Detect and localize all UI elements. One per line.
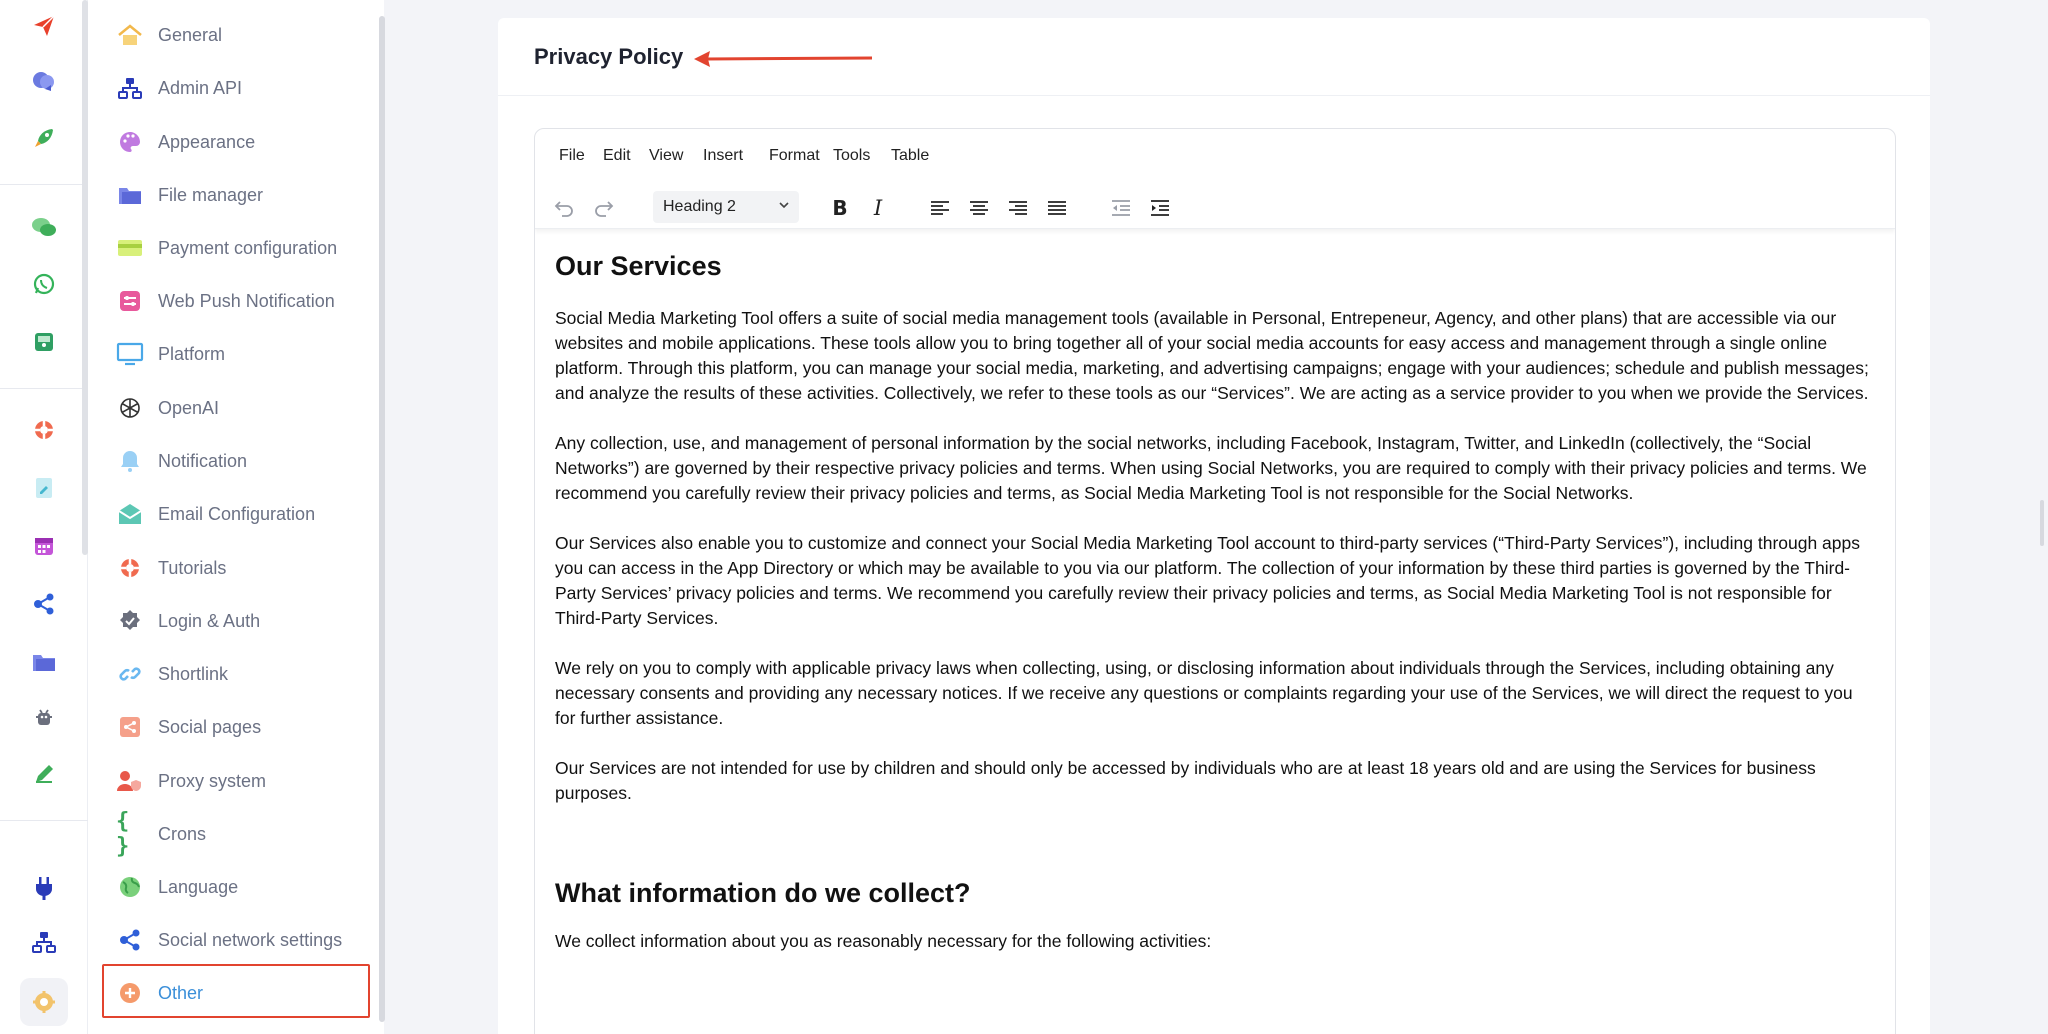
sidebar-item-file-manager[interactable] bbox=[102, 171, 452, 219]
whatsapp-icon[interactable] bbox=[24, 264, 64, 304]
credit-card-icon bbox=[116, 234, 144, 262]
content-paragraph: Social Media Marketing Tool offers a suite of social media management tools (available in Personal, Entrepeneur, Agency, and other plans) that are accessible via our websites and mobile applications. These tools allow you to bring together all of your social media accounts for easy access and management through a single online platform. Through this platform, you can manage your social media, marketing, and advertising campaigns; engage with your audiences; schedule and publish messages; and analyze the results of these activities. Collectively, we refer to these tools as our “Services”. We are acting as a service provider to you when we provide the Services. bbox=[555, 308, 1869, 403]
indent-icon[interactable] bbox=[1145, 193, 1175, 223]
sidebar-item-crons[interactable] bbox=[102, 810, 452, 858]
palette-icon bbox=[116, 128, 144, 156]
italic-icon[interactable]: I bbox=[873, 196, 883, 220]
sidebar-item-label: General bbox=[158, 24, 223, 45]
content-heading: Our Services bbox=[555, 251, 722, 281]
document-edit-icon[interactable] bbox=[24, 468, 64, 508]
inbox-icon[interactable] bbox=[24, 322, 64, 362]
monitor-icon bbox=[116, 340, 144, 368]
lifebuoy-icon bbox=[116, 554, 144, 582]
sidebar-item-label: Language bbox=[158, 876, 239, 897]
curly-braces-icon: { } bbox=[116, 809, 130, 859]
undo-icon[interactable] bbox=[549, 193, 579, 223]
sidebar-item-label: Crons bbox=[158, 823, 207, 844]
sidebar-item-label: Login & Auth bbox=[158, 610, 261, 631]
sidebar-item-notification[interactable] bbox=[102, 437, 452, 485]
align-center-icon[interactable] bbox=[964, 193, 994, 223]
globe-icon bbox=[116, 873, 144, 901]
chevron-down-icon bbox=[777, 198, 791, 217]
sidebar-item-label: Social network settings bbox=[158, 929, 343, 950]
sidebar-item-label: Other bbox=[158, 982, 204, 1003]
menu-insert[interactable]: Insert bbox=[703, 147, 744, 164]
sidebar-item-platform[interactable] bbox=[102, 330, 452, 378]
sidebar-item-label: Proxy system bbox=[158, 770, 267, 791]
sidebar-item-label: Notification bbox=[158, 450, 248, 471]
annotation-arrow-icon bbox=[692, 44, 874, 68]
sidebar-item-openai[interactable] bbox=[102, 384, 452, 432]
menu-view[interactable]: View bbox=[649, 147, 684, 164]
editor-toolbar bbox=[535, 185, 1895, 229]
editor-content[interactable] bbox=[555, 251, 1877, 979]
block-format-select[interactable] bbox=[653, 191, 799, 223]
sidebar-item-shortlink[interactable] bbox=[102, 650, 452, 698]
calendar-icon[interactable] bbox=[24, 526, 64, 566]
sidebar-item-proxy-system[interactable] bbox=[102, 757, 452, 805]
sidebar-item-admin-api[interactable] bbox=[102, 64, 452, 112]
bug-icon[interactable] bbox=[24, 698, 64, 738]
lifebuoy-icon[interactable] bbox=[24, 410, 64, 450]
content-paragraph: We collect information about you as reasonably necessary for the following activities: bbox=[555, 931, 1212, 951]
content-heading: What information do we collect? bbox=[555, 878, 971, 908]
sidebar-item-label: Tutorials bbox=[158, 557, 227, 578]
home-icon bbox=[116, 21, 144, 49]
sidebar-item-general[interactable] bbox=[102, 11, 452, 59]
align-justify-icon[interactable] bbox=[1042, 193, 1072, 223]
sidebar-item-label: Email Configuration bbox=[158, 503, 316, 524]
content-paragraph: Our Services also enable you to customize and connect your Social Media Marketing Tool account to third-party services (“Third-Party Services”), including through apps you can access in the App Directory or which may be available to you via our platform. The collection of your information by these third parties is governed by the Third-Party Services’ privacy policies and terms. We recommend you carefully review their privacy policies and terms, as Social Media Marketing Tool is not responsible for Third-Party Services. bbox=[555, 533, 1861, 628]
sidebar-item-label: Web Push Notification bbox=[158, 290, 335, 311]
sidebar-item-tutorials[interactable] bbox=[102, 544, 452, 592]
envelope-icon bbox=[116, 500, 144, 528]
gear-icon[interactable] bbox=[20, 978, 68, 1026]
sitemap-icon bbox=[116, 74, 144, 102]
align-right-icon[interactable] bbox=[1003, 193, 1033, 223]
menu-file[interactable]: File bbox=[559, 147, 585, 164]
page-title: Privacy Policy bbox=[534, 44, 684, 69]
rail-divider bbox=[0, 820, 88, 821]
menu-edit[interactable]: Edit bbox=[603, 147, 631, 164]
pencil-icon[interactable] bbox=[24, 754, 64, 794]
sliders-icon bbox=[116, 287, 144, 315]
brain-icon[interactable] bbox=[24, 62, 64, 102]
sidebar-item-social-network-settings[interactable] bbox=[102, 916, 452, 964]
editor-menubar bbox=[535, 129, 1895, 185]
share-square-icon bbox=[116, 713, 144, 741]
align-left-icon[interactable] bbox=[925, 193, 955, 223]
bold-icon[interactable]: B bbox=[832, 196, 848, 220]
page-scrollbar[interactable] bbox=[2040, 500, 2044, 546]
chat-icon[interactable] bbox=[24, 208, 64, 248]
block-format-value: Heading 2 bbox=[663, 198, 736, 215]
sidebar-item-label: Shortlink bbox=[158, 663, 229, 684]
content-paragraph: Any collection, use, and management of personal information by the social networks, including Facebook, Instagram, Twitter, and LinkedIn (collectively, the “Social Networks”) are governed by their respective privacy policies and terms. When using Social Networks, you are required to comply with their privacy policies and terms. We recommend you carefully review their privacy policies and terms, as Social Media Marketing Tool is not responsible for the Social Networks. bbox=[555, 433, 1867, 503]
user-shield-icon bbox=[116, 767, 144, 795]
sidebar-item-label: Payment configuration bbox=[158, 237, 338, 258]
outdent-icon[interactable] bbox=[1106, 193, 1136, 223]
rocket-icon[interactable] bbox=[24, 118, 64, 158]
folder-icon[interactable] bbox=[24, 642, 64, 682]
menu-tools[interactable]: Tools bbox=[833, 147, 871, 164]
menu-table[interactable]: Table bbox=[891, 147, 930, 164]
sidebar-item-label: Admin API bbox=[158, 77, 243, 98]
sitemap-icon[interactable] bbox=[24, 922, 64, 962]
sidebar-item-payment-configuration[interactable] bbox=[102, 224, 452, 272]
icon-rail bbox=[0, 0, 88, 1034]
link-icon bbox=[116, 660, 144, 688]
sidebar-item-web-push-notification[interactable] bbox=[102, 277, 452, 325]
share-icon[interactable] bbox=[24, 584, 64, 624]
content-paragraph: Our Services are not intended for use by children and should only be accessed by individuals who are at least 18 years old and are using the Services for business purposes. bbox=[555, 758, 1816, 803]
rail-divider bbox=[0, 388, 88, 389]
share-nodes-icon bbox=[116, 926, 144, 954]
sidebar-item-label: Platform bbox=[158, 343, 226, 364]
openai-icon bbox=[116, 394, 144, 422]
sidebar-item-label: File manager bbox=[158, 184, 264, 205]
bell-icon bbox=[116, 447, 144, 475]
paper-plane-icon[interactable] bbox=[24, 6, 64, 46]
sidebar-item-social-pages[interactable] bbox=[102, 703, 452, 751]
highlight-box bbox=[102, 964, 370, 1018]
plug-icon[interactable] bbox=[24, 868, 64, 908]
sidebar-item-label: OpenAI bbox=[158, 397, 220, 418]
sidebar-item-login-auth[interactable] bbox=[102, 597, 452, 645]
rich-text-editor bbox=[534, 128, 1896, 1034]
redo-icon[interactable] bbox=[589, 193, 619, 223]
verified-badge-icon bbox=[116, 607, 144, 635]
menu-format[interactable]: Format bbox=[769, 147, 820, 164]
sidebar-item-label: Appearance bbox=[158, 131, 256, 152]
sidebar-item-language[interactable] bbox=[102, 863, 452, 911]
sidebar-item-appearance[interactable] bbox=[102, 118, 452, 166]
sidebar-item-label: Social pages bbox=[158, 716, 262, 737]
rail-divider bbox=[0, 184, 88, 185]
sidebar-item-email-configuration[interactable] bbox=[102, 490, 452, 538]
content-paragraph: We rely on you to comply with applicable privacy laws when collecting, using, or disclosing information about individuals through the Services, including obtaining any necessary consents and providing any necessary notices. If we receive any questions or complaints regarding your use of the Services, we will direct the request to you for further assistance. bbox=[555, 658, 1853, 728]
folder-icon bbox=[116, 181, 144, 209]
